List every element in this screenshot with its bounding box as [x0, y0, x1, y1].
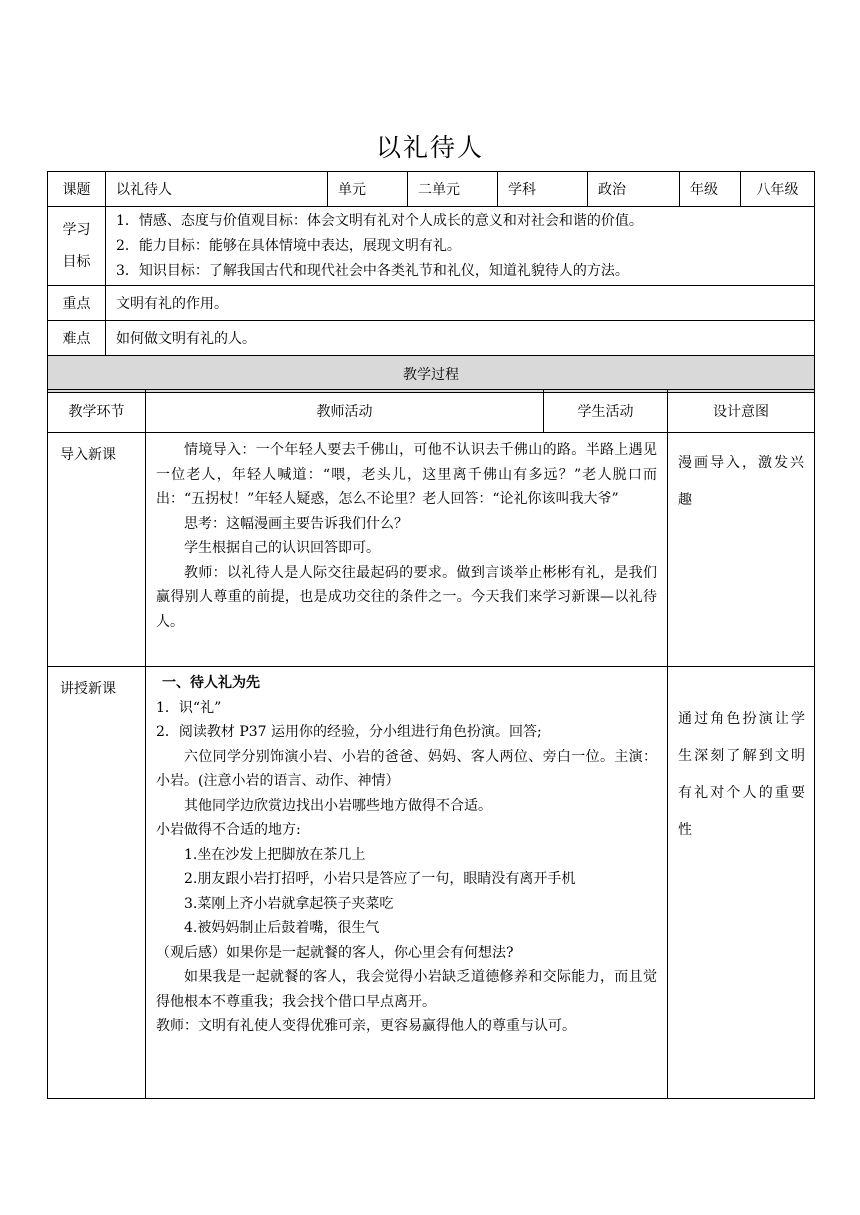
paragraph: 思考：这幅漫画主要告诉我们什么？ — [184, 515, 408, 532]
intent-cell — [668, 433, 815, 667]
process-section-row — [48, 356, 815, 393]
unit-label: 单元 — [328, 172, 408, 207]
info-row — [48, 172, 815, 207]
header-stage: 教学环节 — [48, 390, 146, 433]
stage-cell: 导入新课 — [48, 433, 146, 667]
process-section-title: 教学过程 — [48, 356, 815, 393]
paragraph: 如果我是一起就餐的客人，我会觉得小岩缺乏道德修养和交际能力，而且觉得他根本不尊重我；我会找个借口早点离开。 — [156, 969, 657, 1010]
teacher-activity-cell — [146, 667, 668, 1099]
course-label: 课题 — [48, 172, 106, 207]
header-intent: 设计意图 — [668, 390, 815, 433]
goals-row — [48, 207, 815, 286]
paragraph: 其他同学边欣赏边找出小岩哪些地方做得不合适。 — [184, 797, 492, 814]
grade-label: 年级 — [680, 172, 741, 207]
list-item: 3.菜刚上齐小岩就拿起筷子夹菜吃 — [184, 895, 394, 912]
paragraph: 教师：文明有礼使人变得优雅可亲，更容易赢得他人的尊重与认可。 — [156, 1018, 576, 1034]
page-title: 以礼待人 — [375, 133, 484, 162]
paragraph: 学生根据自己的认识回答即可。 — [184, 540, 380, 556]
goals-label-line2: 目标 — [62, 254, 91, 270]
paragraph: 1．识“礼” — [156, 699, 222, 716]
intent-cell — [668, 667, 815, 1099]
difficulty-row — [48, 321, 815, 356]
goals-label-line1: 学习 — [62, 222, 91, 238]
paragraph: 教师：以礼待人是人际交往最起码的要求。做到言谈举止彬彬有礼，是我们赢得别人尊重的前提，也是成功交往的条件之一。今天我们来学习新课—以礼待人。 — [156, 564, 657, 630]
paragraph: 情境导入：一个年轻人要去千佛山，可他不认识去千佛山的路。半路上遇见一位老人，年轻人喊道：“喂，老头儿，这里离千佛山有多远？”老人脱口而出：“五拐杖！”年轻人疑惑，怎么不论里？老人回答：“论礼你该叫我大爷” — [156, 442, 657, 507]
intent-text: 漫画导入，激发兴趣 — [678, 455, 806, 508]
unit-value: 二单元 — [408, 172, 498, 207]
list-item: 2.朋友跟小岩打招呼，小岩只是答应了一句，眼睛没有离开手机 — [184, 871, 576, 887]
process-row-intro — [48, 433, 815, 667]
paragraph: 六位同学分别饰演小岩、小岩的爸爸、妈妈、客人两位、旁白一位。主演：小岩。(注意小岩的语言、动作、神情） — [156, 748, 657, 789]
list-item: 4.被妈妈制止后鼓着嘴，很生气 — [184, 920, 380, 936]
subject-label: 学科 — [498, 172, 588, 207]
lesson-info-table — [47, 171, 815, 393]
grade-value: 八年级 — [741, 172, 815, 207]
key-point-value: 文明有礼的作用。 — [106, 286, 815, 321]
goals-label — [48, 207, 106, 286]
process-row-lecture — [48, 667, 815, 1099]
teacher-activity-cell — [146, 433, 668, 667]
key-point-row — [48, 286, 815, 321]
subject-value: 政治 — [588, 172, 680, 207]
difficulty-value: 如何做文明有礼的人。 — [106, 321, 815, 356]
goals-content — [106, 207, 815, 286]
section-heading: 一、待人礼为先 — [162, 675, 260, 691]
difficulty-label: 难点 — [48, 321, 106, 356]
goal-item: 2．能力目标：能够在具体情境中表达，展现文明有礼。 — [116, 237, 461, 254]
goal-item: 1．情感、态度与价值观目标：体会文明有礼对个人成长的意义和对社会和谐的价值。 — [116, 212, 643, 229]
header-teacher: 教师活动 — [146, 390, 544, 433]
paragraph: （观后感）如果你是一起就餐的客人，你心里会有何想法? — [156, 944, 514, 961]
stage-cell: 讲授新课 — [48, 667, 146, 1099]
key-point-label: 重点 — [48, 286, 106, 321]
goal-item: 3．知识目标：了解我国古代和现代社会中各类礼节和礼仪，知道礼貌待人的方法。 — [116, 262, 629, 279]
paragraph: 小岩做得不合适的地方: — [156, 822, 301, 838]
intent-text: 通过角色扮演让学生深刻了解到文明有礼对个人的重要性 — [678, 711, 806, 838]
header-student: 学生活动 — [544, 390, 668, 433]
process-table — [47, 389, 815, 1099]
course-value: 以礼待人 — [106, 172, 328, 207]
list-item: 1.坐在沙发上把脚放在茶几上 — [184, 846, 366, 863]
paragraph: 2．阅读教材 P37 运用你的经验，分小组进行角色扮演。回答; — [156, 724, 542, 740]
process-header-row — [48, 390, 815, 433]
